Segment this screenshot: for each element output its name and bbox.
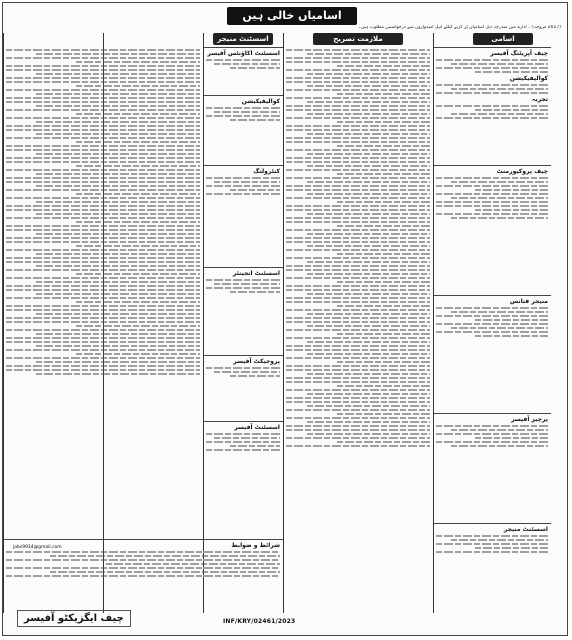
contact-email: jobs9934@gmail.com [13, 545, 62, 550]
section-title: منیجر فنانس [509, 298, 548, 305]
section-title: اسسٹنٹ اکاؤنٹس آفیسر [207, 50, 280, 57]
reference-number: INF/KRY/02461/2023 [223, 618, 296, 625]
vacancies-banner: اسامیاں خالی ہیں [227, 7, 357, 25]
section-title: پرچیز آفیسر [511, 416, 548, 423]
section-asst-officer [203, 421, 283, 539]
section-procurement [433, 165, 551, 295]
section-coo [433, 47, 551, 165]
section-title: چیف پروکیورمنٹ [496, 168, 548, 175]
left-body [3, 47, 203, 539]
post-header: اسامی [473, 33, 533, 45]
specification-header: ملازمت تصریح [313, 33, 403, 45]
section-purchase [433, 413, 551, 523]
section-title: پروجیکٹ آفیسر [233, 358, 280, 365]
section-acc-officer [203, 47, 283, 95]
section-title: اسسٹنٹ انجینئر [232, 270, 280, 277]
specification-body [283, 47, 433, 615]
section-qualification [203, 95, 283, 165]
intro-text: (2017 مروجہ) ۔ ادارہ میں مندرجہ ذیل اسامیاں پُر کرنے کیلئے اہل امیدواروں سے درخواستیں مطلوب ہیں۔ [358, 25, 561, 30]
section-title: تجربہ [531, 96, 548, 103]
section-title: کوالیفیکیشن [509, 75, 548, 82]
section-title: شرائط و ضوابط [231, 542, 280, 549]
section-title: اسسٹنٹ منیجر [503, 526, 548, 533]
section-title: کوالیفیکیشن [241, 98, 280, 105]
section-title: چیف آپریٹنگ آفیسر [490, 50, 548, 57]
signature-block: چیف ایگزیکٹو آفیسر [17, 610, 131, 627]
section-asst-engineer [203, 267, 283, 355]
section-terms [3, 539, 283, 615]
section-title: کنٹرولنگ [253, 168, 280, 175]
advertisement-page [2, 2, 568, 636]
section-project-officer [203, 355, 283, 421]
section-assistant-manager [433, 523, 551, 615]
section-title: اسسٹنٹ آفیسر [234, 424, 280, 431]
section-finance [433, 295, 551, 413]
manager-header: اسسٹنٹ منیجر [213, 33, 273, 45]
section-controlling [203, 165, 283, 267]
